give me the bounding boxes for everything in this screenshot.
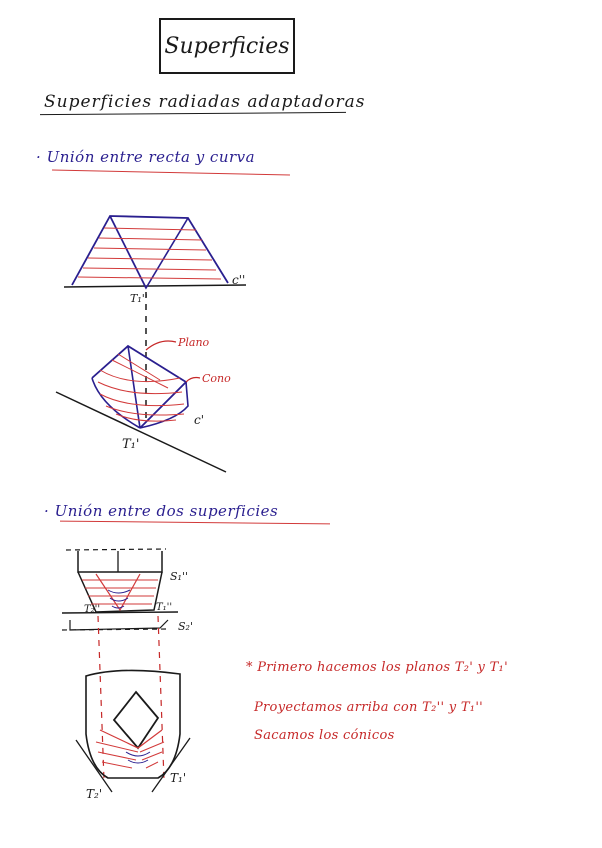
label-c-double: c''	[232, 273, 246, 287]
label-s1-double: S₁''	[170, 570, 188, 583]
label-t2-double: T₂''	[84, 604, 101, 615]
subsection-1-label: Unión entre recta y curva	[46, 148, 256, 166]
subsection-2-label: Unión entre dos superficies	[54, 502, 279, 520]
note-line-1: * Primero hacemos los planos T₂' y T₁'	[246, 660, 508, 675]
subsection-2-bullet: ·	[44, 502, 50, 520]
subsection-1-bullet: ·	[36, 148, 42, 166]
label-t1-double: T₁''	[130, 292, 148, 305]
label-plano: Plano	[178, 336, 210, 349]
label-c-single: c'	[194, 413, 205, 427]
section-heading: Superficies radiadas adaptadoras	[44, 92, 366, 112]
label-t2-single: T₂'	[86, 787, 103, 801]
note-line-2: Proyectamos arriba con T₂'' y T₁''	[254, 700, 484, 715]
label-cono: Cono	[202, 372, 231, 385]
label-t1-single: T₁'	[122, 437, 140, 452]
label-t1-single-s2: T₁'	[170, 771, 187, 785]
page-title-text: Superficies	[164, 33, 290, 59]
label-s2-single: S₂'	[178, 620, 193, 633]
note-line-3: Sacamos los cónicos	[254, 728, 395, 743]
label-t1-double-s2: T₁''	[156, 602, 173, 613]
